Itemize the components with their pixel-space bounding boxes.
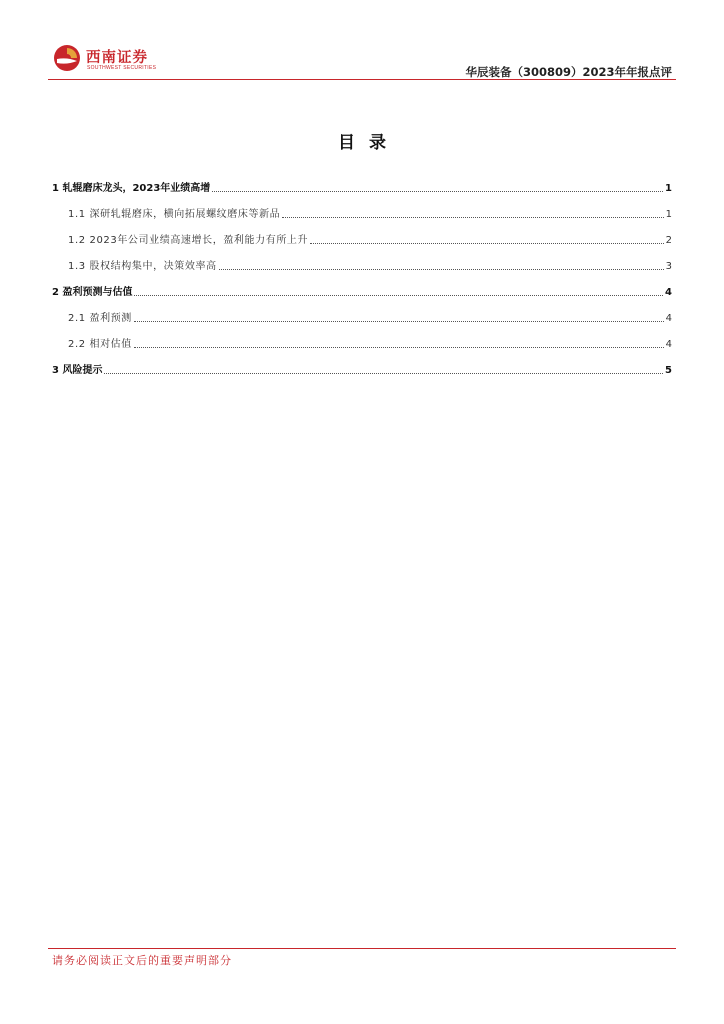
toc-entry[interactable] bbox=[52, 273, 672, 299]
logo-name-cn: 西南证券 bbox=[86, 49, 148, 66]
toc-entry-label: 2 盈利预测与估值 bbox=[52, 287, 133, 298]
toc-entry[interactable] bbox=[52, 351, 672, 377]
toc-entry[interactable] bbox=[52, 169, 672, 195]
toc-dot-leader bbox=[212, 191, 663, 192]
toc-entry-page: 4 bbox=[665, 313, 672, 324]
footer-divider bbox=[48, 948, 676, 949]
toc-entry-page: 5 bbox=[665, 365, 672, 376]
toc-entry-label: 1.2 2023年公司业绩高速增长，盈利能力有所上升 bbox=[68, 235, 309, 246]
toc-entry-label: 1.1 深研轧辊磨床，横向拓展螺纹磨床等新品 bbox=[68, 209, 281, 220]
toc-entry[interactable] bbox=[52, 299, 672, 325]
toc-entry-label: 2.1 盈利预测 bbox=[68, 313, 132, 324]
toc-entry-page: 4 bbox=[665, 339, 672, 350]
toc-dot-leader bbox=[134, 321, 664, 322]
toc-dot-leader bbox=[134, 347, 664, 348]
toc-entry-page: 1 bbox=[665, 183, 672, 194]
toc-entry-page: 4 bbox=[665, 287, 672, 298]
toc-dot-leader bbox=[310, 243, 663, 244]
logo-icon bbox=[53, 44, 81, 72]
toc-entry-page: 2 bbox=[665, 235, 672, 246]
footer-disclaimer: 请务必阅读正文后的重要声明部分 bbox=[52, 954, 232, 967]
header-divider bbox=[48, 79, 676, 80]
logo-name-en: SOUTHWEST SECURITIES bbox=[87, 65, 157, 71]
toc-entry[interactable] bbox=[52, 325, 672, 351]
toc-dot-leader bbox=[219, 269, 664, 270]
toc-entry[interactable] bbox=[52, 221, 672, 247]
toc-dot-leader bbox=[282, 217, 663, 218]
toc-entry-page: 3 bbox=[665, 261, 672, 272]
report-title: 华辰装备（300809）2023年年报点评 bbox=[465, 65, 672, 79]
toc-dot-leader bbox=[134, 295, 663, 296]
toc-entry-label: 1 轧辊磨床龙头，2023年业绩高增 bbox=[52, 183, 211, 194]
toc-entry-label: 1.3 股权结构集中，决策效率高 bbox=[68, 261, 217, 272]
toc-entry[interactable] bbox=[52, 195, 672, 221]
toc-entry-label: 2.2 相对估值 bbox=[68, 339, 132, 350]
toc-dot-leader bbox=[104, 373, 663, 374]
company-logo bbox=[53, 44, 193, 74]
toc-list bbox=[52, 169, 672, 377]
toc-entry-label: 3 风险提示 bbox=[52, 365, 103, 376]
toc-entry[interactable] bbox=[52, 247, 672, 273]
toc-title: 目录 bbox=[338, 133, 400, 153]
toc-entry-page: 1 bbox=[665, 209, 672, 220]
